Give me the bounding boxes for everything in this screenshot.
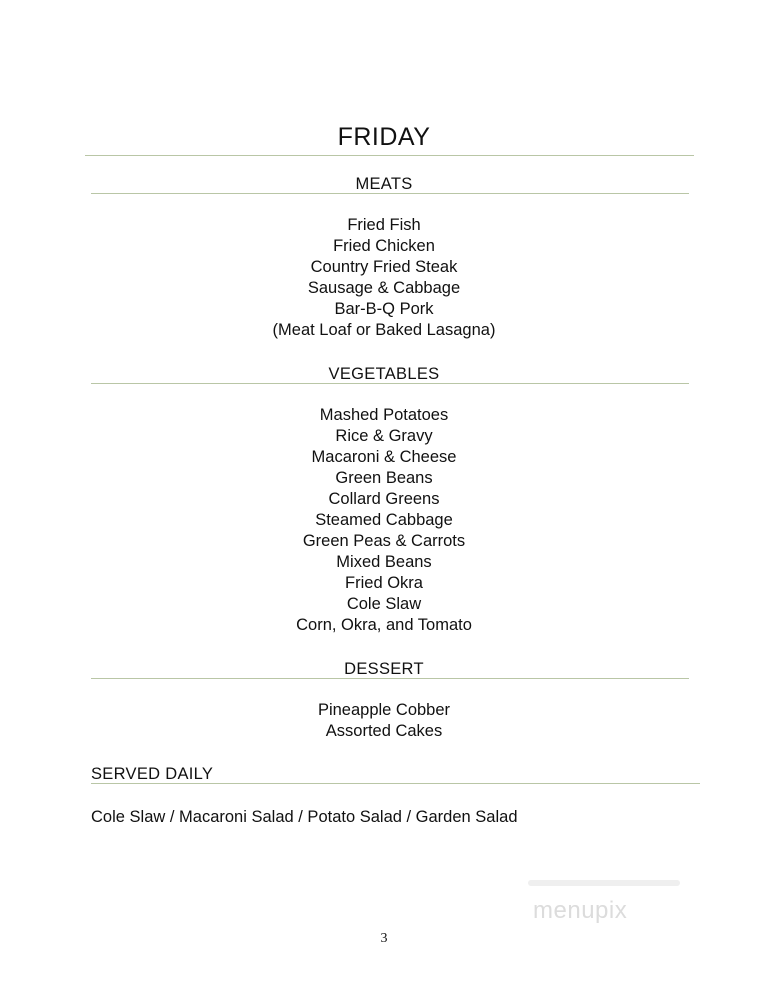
served-daily-divider: [91, 783, 700, 784]
menu-item: Green Beans: [335, 469, 433, 487]
menu-item: Green Peas & Carrots: [302, 532, 466, 550]
menu-item: Rice & Gravy: [335, 427, 433, 445]
vegetables-divider: [91, 383, 689, 384]
menu-item: Fried Chicken: [333, 237, 435, 255]
menu-item: Mashed Potatoes: [319, 406, 449, 424]
vegetables-heading: VEGETABLES: [328, 365, 440, 383]
served-daily-heading: SERVED DAILY: [91, 765, 214, 783]
served-daily-text: Cole Slaw / Macaroni Salad / Potato Salad / Garden Salad: [91, 808, 518, 826]
meats-list: [0, 215, 768, 341]
menu-item: (Meat Loaf or Baked Lasagna): [272, 321, 496, 339]
menu-item: Sausage & Cabbage: [307, 279, 461, 297]
menu-item: Assorted Cakes: [325, 722, 443, 740]
menu-item: Fried Fish: [347, 216, 421, 234]
menu-item: Cole Slaw: [346, 595, 422, 613]
menu-item: Fried Okra: [345, 574, 423, 592]
dessert-list: [0, 700, 768, 742]
menu-item: Country Fried Steak: [310, 258, 458, 276]
meats-heading: MEATS: [355, 175, 413, 193]
title-divider: [85, 155, 694, 156]
menu-item: Steamed Cabbage: [315, 511, 453, 529]
watermark-logo: menupix: [533, 897, 628, 924]
page-number: 3: [380, 931, 388, 946]
menu-item: Macaroni & Cheese: [311, 448, 457, 466]
menu-item: Pineapple Cobber: [317, 701, 451, 719]
menu-item: Collard Greens: [328, 490, 440, 508]
menu-item: Corn, Okra, and Tomato: [296, 616, 472, 634]
dessert-divider: [91, 678, 689, 679]
dessert-heading: DESSERT: [344, 660, 424, 678]
page-title: FRIDAY: [337, 123, 431, 151]
menu-item: Mixed Beans: [336, 553, 432, 571]
vegetables-list: [0, 405, 768, 636]
meats-divider: [91, 193, 689, 194]
watermark-bar: [528, 880, 680, 886]
menu-item: Bar-B-Q Pork: [334, 300, 434, 318]
